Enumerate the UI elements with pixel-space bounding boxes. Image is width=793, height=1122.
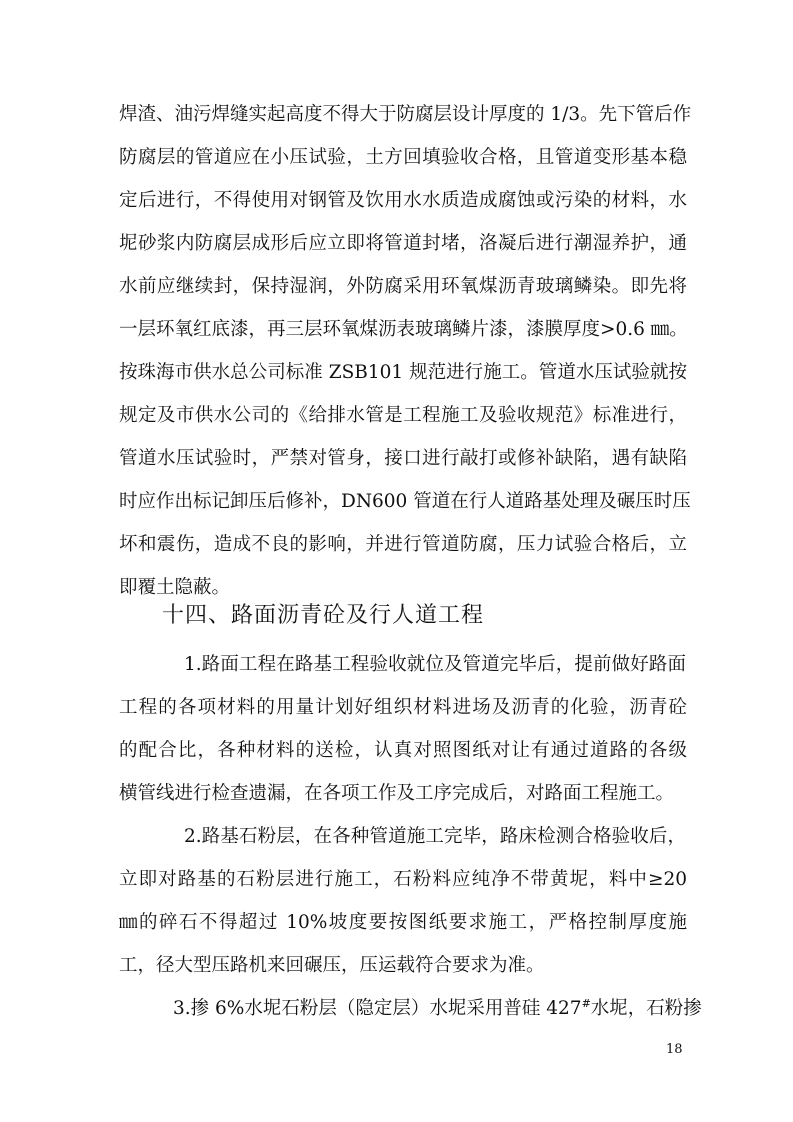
body-text-line: 管道水压试验时，严禁对管身，接口进行敲打或修补缺陷，遇有缺陷	[119, 448, 687, 469]
body-text-line: 坭砂浆内防腐层成形后应立即将管道封堵，洛凝后进行潮湿养护，通	[119, 233, 687, 254]
paragraph-line: 1.路面工程在路基工程验收就位及管道完毕后，提前做好路面	[184, 654, 686, 675]
body-text-line: 坏和震伤，造成不良的影响，并进行管道防腐，压力试验合格后，立	[119, 534, 687, 555]
section-heading: 十四、路面沥青砼及行人道工程	[162, 603, 485, 628]
body-text-line: 焊渣、油污焊缝实起高度不得大于防腐层设计厚度的 1/3。先下管后作	[119, 104, 692, 125]
paragraph-line: 横管线进行检查遗漏，在各项工作及工序完成后，对路面工程施工。	[119, 783, 675, 804]
paragraph-line: ㎜的碎石不得超过 10%坡度要按图纸要求施工，严格控制厚度施	[119, 912, 687, 933]
body-text-line: 按珠海市供水总公司标准 ZSB101 规范进行施工。管道水压试验就按	[119, 362, 687, 383]
text-segment: 3.掺 6%水坭石粉层（隐定层）水坭采用普硅 427	[173, 998, 582, 1019]
paragraph-line: 2.路基石粉层，在各种管道施工完毕，路床检测合格验收后，	[184, 826, 686, 847]
paragraph-line: 工程的各项材料的用量计划好组织材料进场及沥青的化验，沥青砼	[119, 697, 687, 718]
page-number: 18	[666, 1042, 683, 1057]
superscript-mark: #	[581, 996, 591, 1010]
body-text-line: 一层环氧红底漆，再三层环氧煤沥表玻璃鳞片漆，漆膜厚度>0.6 ㎜。	[119, 319, 688, 340]
paragraph-line	[173, 996, 702, 1022]
body-text-line: 时应作出标记卸压后修补，DN600 管道在行人道路基处理及碾压时压	[119, 491, 691, 512]
paragraph-line: 工，径大型压路机来回碾压，压运载符合要求为准。	[119, 955, 545, 976]
paragraph-line: 立即对路基的石粉层进行施工，石粉料应纯净不带黄坭，料中≥20	[119, 869, 687, 890]
text-segment: 水坭，石粉掺	[590, 998, 702, 1019]
body-text-line: 定后进行，不得使用对钢管及饮用水水质造成腐蚀或污染的材料，水	[119, 190, 687, 211]
paragraph-line: 的配合比，各种材料的送检，认真对照图纸对让有通过道路的各级	[119, 740, 687, 761]
body-text-line: 规定及市供水公司的《给排水管是工程施工及验收规范》标准进行，	[119, 405, 687, 426]
body-text-line: 即覆土隐蔽。	[119, 577, 231, 598]
body-text-line: 水前应继续封，保持湿润，外防腐采用环氧煤沥青玻璃鳞染。即先将	[119, 276, 687, 297]
body-text-line: 防腐层的管道应在小压试验，土方回填验收合格，且管道变形基本稳	[119, 147, 687, 168]
